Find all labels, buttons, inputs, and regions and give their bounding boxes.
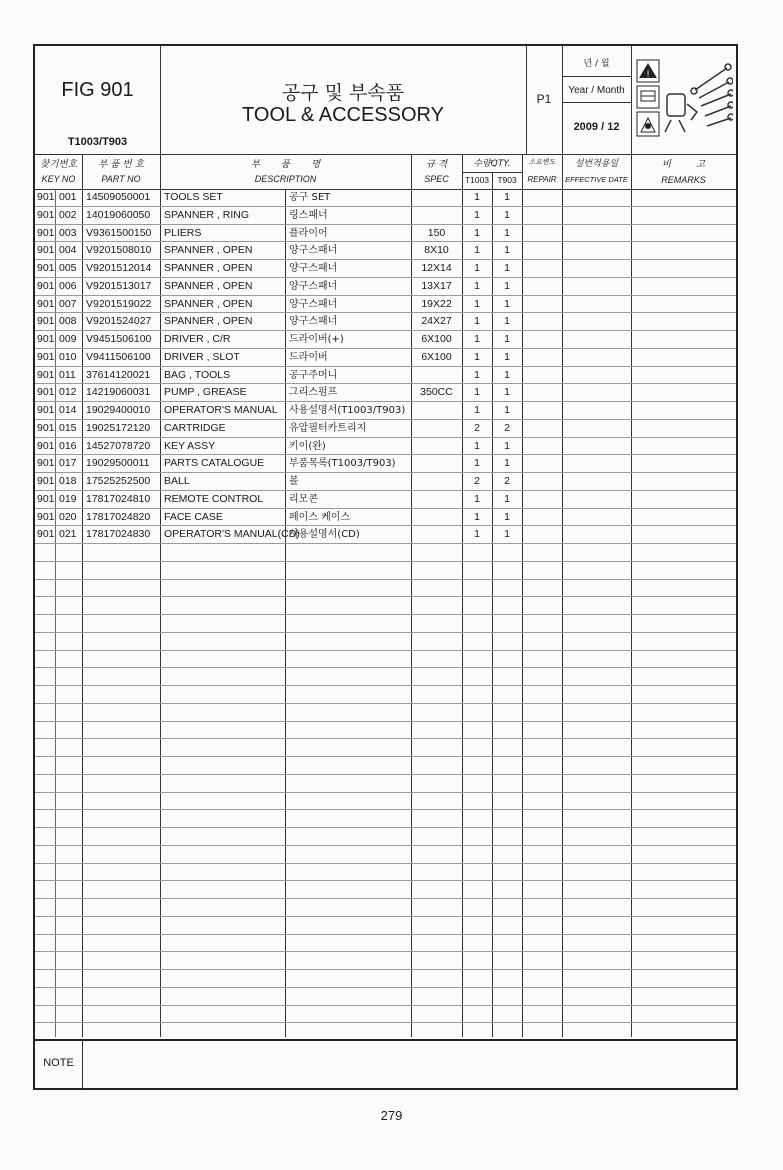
table-row (35, 917, 736, 935)
part-number: 17817024830 (86, 528, 151, 541)
key-number: 020 (59, 510, 77, 523)
table-row (35, 722, 736, 740)
table-row (35, 207, 736, 225)
table-row (35, 296, 736, 314)
description-en: SPANNER , OPEN (164, 297, 253, 310)
page-number: 279 (380, 1108, 403, 1123)
part-number: V9451506100 (86, 333, 152, 345)
key-number: 004 (59, 244, 77, 257)
qty-t903: 1 (504, 510, 510, 523)
key-group: 901 (37, 386, 55, 399)
part-number: V9361500150 (86, 226, 152, 239)
key-number: 005 (59, 262, 77, 274)
qty-t903: 1 (504, 191, 510, 203)
table-row (35, 935, 736, 953)
part-number: V9201524027 (86, 315, 152, 328)
table-row (35, 704, 736, 722)
description-en: OPERATOR'S MANUAL (164, 404, 278, 416)
table-row (35, 668, 736, 686)
description-en: SPANNER , RING (164, 208, 249, 221)
tools-illustration-icon (661, 60, 733, 136)
key-group: 901 (37, 475, 55, 487)
table-row (35, 509, 736, 527)
description-kr: 링스패너 (289, 209, 328, 221)
table-row (35, 899, 736, 917)
spec-value: 6X100 (421, 350, 452, 363)
spec-value: 6X100 (421, 333, 452, 345)
qty-t903: 1 (504, 457, 510, 470)
qty-t1003: 1 (474, 492, 480, 505)
parts-table-body (35, 189, 736, 1037)
table-row (35, 881, 736, 899)
key-group: 901 (37, 279, 55, 292)
key-number: 009 (59, 333, 77, 345)
spec-kr: 규 격 (425, 159, 448, 170)
description-kr: 양구스패너 (289, 280, 338, 292)
table-row (35, 597, 736, 615)
table-row (35, 526, 736, 544)
qty-t1003: 1 (474, 208, 480, 221)
qty-t903-header: T903 (497, 175, 517, 185)
note-label: NOTE (43, 1057, 74, 1069)
description-en: TOOLS SET (164, 191, 223, 203)
table-row (35, 491, 736, 509)
key-no-kr: 찾기번호 (40, 159, 77, 170)
qty-t903: 1 (504, 262, 510, 274)
parts-list-frame (33, 44, 738, 1090)
table-row (35, 242, 736, 260)
key-group: 901 (37, 368, 55, 381)
qty-t1003: 1 (474, 439, 480, 452)
table-row (35, 313, 736, 331)
table-row (35, 775, 736, 793)
key-no-header: KEY NO (41, 174, 76, 184)
table-row (35, 420, 736, 438)
key-group: 901 (37, 528, 55, 541)
description-en: SPANNER , OPEN (164, 315, 253, 328)
svg-text:!: ! (646, 70, 650, 80)
part-number: 19029400010 (86, 404, 151, 416)
table-row (35, 757, 736, 775)
qty-t1003-header: T1003 (464, 175, 490, 185)
part-no-kr: 부 품 번 호 (98, 159, 144, 170)
qty-t903: 1 (504, 226, 510, 239)
key-group: 901 (37, 244, 55, 257)
part-number: V9201519022 (86, 297, 152, 310)
qty-t903: 1 (504, 244, 510, 257)
qty-t903: 1 (504, 528, 510, 541)
part-no-header: PART NO (101, 174, 141, 184)
description-en: KEY ASSY (164, 439, 216, 452)
table-row (35, 580, 736, 598)
key-group: 901 (37, 208, 55, 221)
key-number: 006 (59, 279, 77, 292)
spec-value: 350CC (420, 386, 453, 399)
table-row (35, 651, 736, 669)
description-kr: 드라이버(+) (289, 334, 344, 345)
qty-t903: 2 (504, 475, 510, 487)
table-row (35, 970, 736, 988)
effective-kr: 설번적용일 (574, 159, 619, 169)
effective-date-header: EFFECTIVE DATE (565, 175, 628, 184)
key-number: 016 (59, 439, 77, 452)
spec-value: 19X22 (421, 297, 452, 310)
year-month-label: Year / Month (568, 85, 625, 96)
remarks-kr: 비 고 (661, 159, 706, 170)
qty-t1003: 1 (474, 386, 480, 399)
key-group: 901 (37, 421, 55, 434)
table-row (35, 793, 736, 811)
qty-t1003: 2 (474, 421, 480, 434)
table-row (35, 331, 736, 349)
qty-t1003: 1 (474, 528, 480, 541)
key-group: 901 (37, 226, 55, 239)
table-row (35, 438, 736, 456)
qty-t1003: 1 (474, 244, 480, 257)
key-number: 002 (59, 208, 77, 221)
description-kr: 페이스 케이스 (289, 511, 351, 523)
table-row (35, 864, 736, 882)
key-group: 901 (37, 510, 55, 523)
key-number: 001 (59, 191, 77, 203)
qty-t1003: 2 (474, 475, 480, 487)
description-header: DESCRIPTION (254, 174, 317, 184)
description-kr: 양구스패너 (289, 263, 338, 274)
table-row (35, 225, 736, 243)
table-row (35, 384, 736, 402)
qty-t903: 1 (504, 208, 510, 221)
table-row (35, 846, 736, 864)
key-group: 901 (37, 297, 55, 310)
qty-t903: 1 (504, 439, 510, 452)
table-row (35, 260, 736, 278)
qty-t903: 1 (504, 333, 510, 345)
description-kr: 양구스패너 (289, 245, 338, 257)
description-en: SPANNER , OPEN (164, 262, 253, 274)
repair-header: REPAIR (527, 175, 557, 184)
description-en: OPERATOR'S MANUAL(CD) (164, 528, 300, 541)
part-number: 19029500011 (86, 457, 150, 470)
table-row (35, 810, 736, 828)
table-row (35, 615, 736, 633)
key-number: 018 (59, 475, 77, 487)
part-number: 17817024820 (86, 510, 151, 523)
key-number: 011 (59, 368, 76, 381)
key-number: 019 (59, 492, 77, 505)
figure-number: FIG 901 (61, 79, 134, 101)
table-row (35, 473, 736, 491)
description-en: FACE CASE (164, 510, 223, 523)
part-number: 14509050001 (86, 191, 151, 203)
part-number: 14527078720 (86, 439, 151, 452)
table-row (35, 1006, 736, 1024)
key-group: 901 (37, 404, 55, 416)
qty-t1003: 1 (474, 404, 480, 416)
description-en: DRIVER , SLOT (164, 350, 240, 363)
qty-t1003: 1 (474, 510, 480, 523)
description-en: BAG , TOOLS (164, 368, 231, 381)
description-kr: 부품목록(T1003/T903) (289, 458, 396, 470)
description-en: SPANNER , OPEN (164, 244, 253, 257)
description-en: SPANNER , OPEN (164, 279, 253, 292)
qty-header: 수량QTY. (473, 159, 511, 169)
key-number: 021 (59, 528, 77, 541)
qty-t1003: 1 (474, 315, 480, 328)
qty-t903: 1 (504, 315, 510, 328)
qty-t903: 1 (504, 492, 510, 505)
description-kr: 양구스패너 (289, 298, 338, 310)
model-code: T1003/T903 (67, 136, 128, 148)
key-number: 003 (59, 226, 77, 239)
key-number: 014 (59, 404, 77, 416)
qty-t1003: 1 (474, 457, 480, 470)
spec-value: 13X17 (421, 279, 452, 292)
qty-t1003: 1 (474, 279, 480, 292)
table-row (35, 828, 736, 846)
key-group: 901 (37, 333, 55, 345)
qty-t1003: 1 (474, 350, 480, 363)
description-kr: 볼 (289, 476, 299, 487)
year-month-kr: 년 / 월 (583, 59, 610, 69)
table-row (35, 952, 736, 970)
table-row (35, 544, 736, 562)
part-number: 37614120021 (86, 368, 151, 381)
key-number: 008 (59, 315, 77, 328)
page-code: P1 (536, 92, 552, 106)
description-kr: 공구 SET (289, 192, 331, 203)
description-kr: 양구스패너 (289, 316, 338, 328)
part-number: 14019060050 (86, 208, 151, 221)
table-row (35, 278, 736, 296)
repair-kr: 소요변도 (528, 158, 556, 166)
part-number: 19025172120 (86, 421, 151, 434)
description-kr: 사용설명서(CD) (289, 529, 360, 541)
description-kr: 공구주머니 (289, 369, 338, 381)
key-group: 901 (37, 350, 55, 363)
key-group: 901 (37, 457, 55, 470)
table-row (35, 686, 736, 704)
part-number: V9201512014 (86, 262, 152, 274)
spec-value: 24X27 (421, 315, 452, 328)
description-kr: 드라이버 (289, 351, 328, 363)
key-group: 901 (37, 191, 55, 203)
key-group: 901 (37, 439, 55, 452)
description-kr: 플라이어 (289, 227, 328, 239)
description-en: PUMP , GREASE (164, 386, 247, 399)
description-kr: 리모콘 (289, 493, 318, 505)
qty-t1003: 1 (474, 191, 480, 203)
qty-t903: 1 (504, 368, 510, 381)
part-number: 17525252500 (86, 475, 151, 487)
spec-value: 150 (427, 226, 446, 239)
description-kr: 키이(완) (289, 440, 326, 452)
part-number: 17817024810 (86, 492, 151, 505)
description-en: CARTRIDGE (164, 421, 226, 434)
table-row (35, 402, 736, 420)
qty-t903: 2 (504, 421, 510, 434)
table-row (35, 349, 736, 367)
qty-t903: 1 (504, 297, 510, 310)
description-en: DRIVER , C/R (164, 333, 231, 345)
part-number: V9201508010 (86, 244, 152, 257)
key-number: 012 (59, 386, 77, 399)
table-row (35, 455, 736, 473)
key-number: 007 (59, 297, 77, 310)
description-kr: 사용설명서(T1003/T903) (289, 405, 406, 416)
qty-t1003: 1 (474, 368, 480, 381)
key-group: 901 (37, 262, 55, 274)
qty-t903: 1 (504, 404, 510, 416)
remarks-header: REMARKS (661, 175, 706, 185)
description-en: BALL (164, 475, 190, 487)
spec-value: 8X10 (424, 244, 449, 257)
description-en: PLIERS (164, 226, 202, 239)
key-group: 901 (37, 492, 55, 505)
part-number: 14219060031 (86, 386, 151, 399)
table-row (35, 739, 736, 757)
key-group: 901 (37, 315, 55, 328)
table-row (35, 189, 736, 207)
spec-value: 12X14 (421, 262, 452, 274)
qty-t903: 1 (504, 350, 510, 363)
qty-t1003: 1 (474, 262, 480, 274)
key-number: 017 (59, 457, 77, 470)
description-en: PARTS CATALOGUE (164, 457, 265, 470)
page-title: TOOL & ACCESSORY (242, 104, 444, 126)
part-number: V9411506100 (86, 350, 151, 363)
description-kr: 부 품 명 (250, 159, 321, 170)
qty-t1003: 1 (474, 226, 480, 239)
title-korean: 공구 및 부속품 (281, 82, 405, 104)
description-kr: 유압필터카트리지 (289, 422, 367, 434)
issue-date: 2009 / 12 (573, 121, 620, 133)
safety-warning-icon (636, 58, 660, 140)
description-en: REMOTE CONTROL (164, 492, 264, 505)
key-number: 010 (59, 350, 77, 363)
table-row (35, 633, 736, 651)
spec-header: SPEC (424, 174, 449, 184)
qty-t903: 1 (504, 386, 510, 399)
table-row (35, 367, 736, 385)
table-row (35, 562, 736, 580)
table-row (35, 988, 736, 1006)
key-number: 015 (59, 421, 77, 434)
qty-t903: 1 (504, 279, 510, 292)
qty-t1003: 1 (474, 297, 480, 310)
qty-t1003: 1 (474, 333, 480, 345)
part-number: V9201513017 (86, 279, 152, 292)
description-kr: 그리스펌프 (289, 387, 338, 399)
